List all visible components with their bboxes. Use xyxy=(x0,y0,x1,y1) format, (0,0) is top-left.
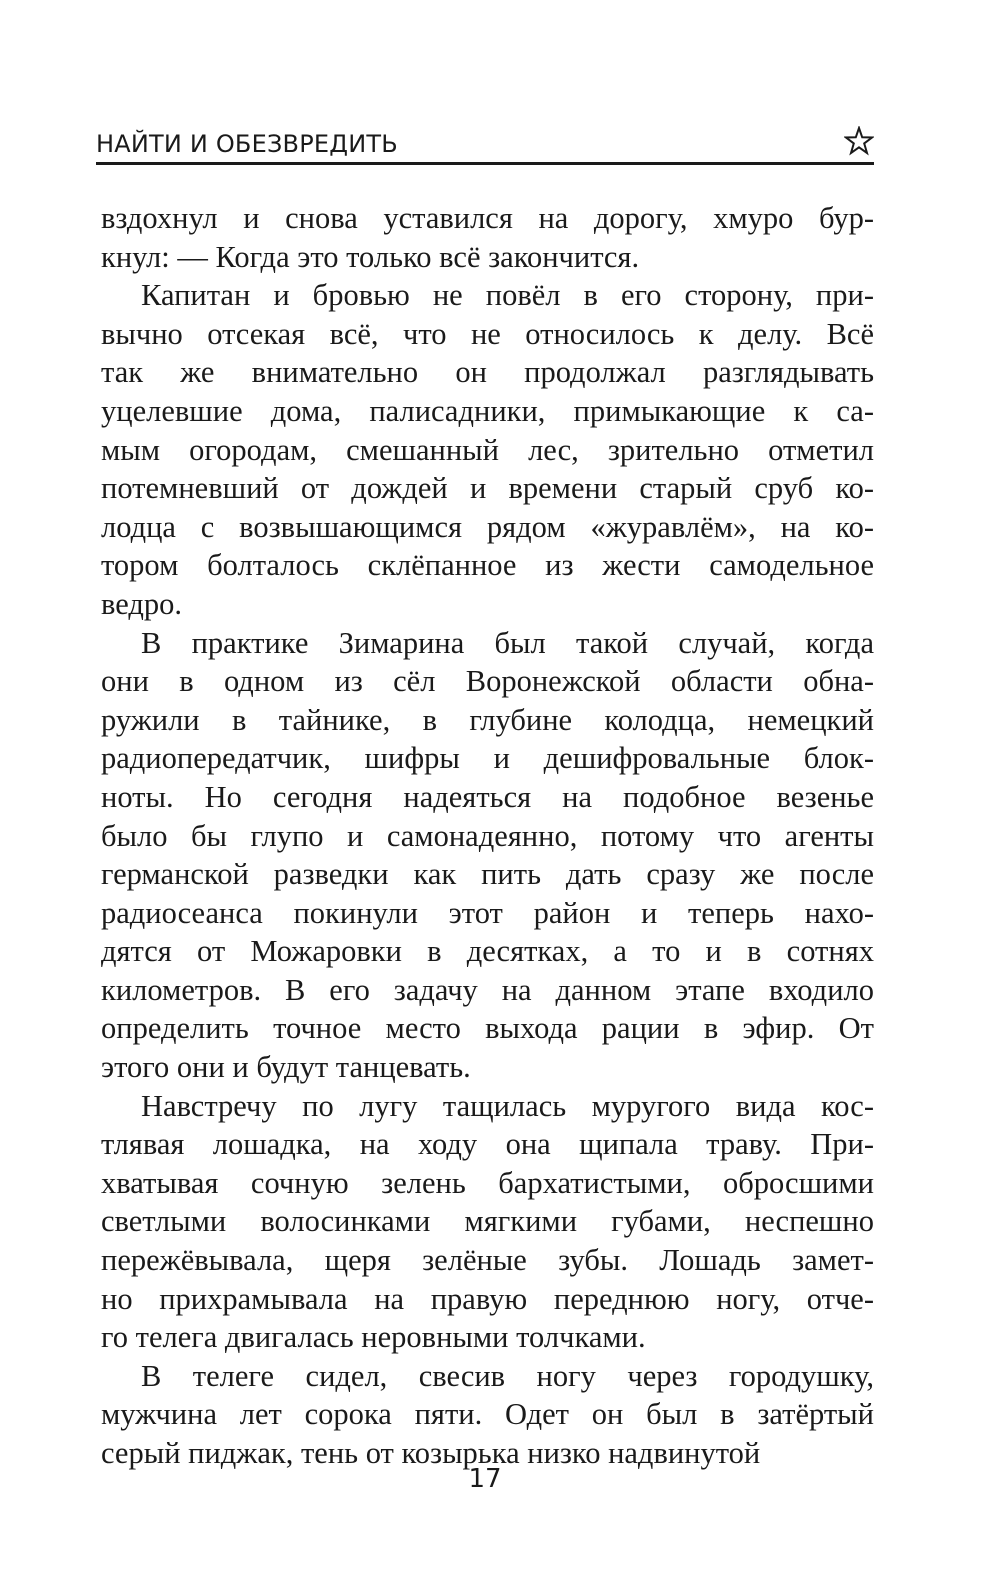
paragraph xyxy=(101,1357,874,1473)
text-line: Капитан и бровью не повёл в его сторону, при- xyxy=(141,278,874,313)
running-head xyxy=(96,126,874,166)
text-line: тлявая лошадка, на ходу она щипала траву. При- xyxy=(101,1127,874,1162)
header-rule xyxy=(96,162,874,165)
text-line: ноты. Но сегодня надеяться на подобное везенье xyxy=(101,779,874,814)
paragraph xyxy=(101,276,874,623)
paragraph xyxy=(101,199,874,276)
page-number: 17 xyxy=(468,1464,502,1494)
text-line: хватывая сочную зелень бархатистыми, обросшими xyxy=(101,1165,874,1200)
paragraph xyxy=(101,624,874,1087)
text-line: серый пиджак, тень от козырька низко надвинутой xyxy=(101,1436,761,1470)
text-line: светлыми волосинками мягкими губами, неспешно xyxy=(101,1204,874,1239)
text-line: километров. В его задачу на данном этапе входило xyxy=(101,972,874,1007)
body-text xyxy=(101,199,874,1473)
star-icon xyxy=(844,126,874,156)
text-line: определить точное место выхода рации в эфир. От xyxy=(101,1011,874,1046)
text-line: вздохнул и снова уставился на дорогу, хмуро бур- xyxy=(101,201,874,235)
text-line: вычно отсекая всё, что не относилось к делу. Всё xyxy=(101,316,874,351)
text-line: го телега двигалась неровными толчками. xyxy=(101,1320,646,1355)
text-line: радиосеанса покинули этот район и теперь нахо- xyxy=(101,895,874,930)
text-line: так же внимательно он продолжал разглядывать xyxy=(101,355,874,390)
text-line: ведро. xyxy=(101,586,183,621)
text-line: В телеге сидел, свесив ногу через городушку, xyxy=(141,1358,874,1393)
text-line: ружили в тайнике, в глубине колодца, немецкий xyxy=(101,702,874,737)
text-line: мым огородам, смешанный лес, зрительно отметил xyxy=(101,432,874,467)
paragraph xyxy=(101,1087,874,1357)
running-title: НАЙТИ И ОБЕЗВРЕДИТЬ xyxy=(96,130,398,158)
text-line: мужчина лет сорока пяти. Одет он был в затёртый xyxy=(101,1397,874,1432)
text-line: Навстречу по лугу тащилась муругого вида кос- xyxy=(141,1088,874,1123)
text-line: тором болталось склёпанное из жести самодельное xyxy=(101,548,874,583)
text-line: германской разведки как пить дать сразу же после xyxy=(101,857,874,892)
text-line: лодца с возвышающимся рядом «журавлём», на ко- xyxy=(101,509,874,544)
text-line: они в одном из сёл Воронежской области обна- xyxy=(101,664,874,699)
text-line: кнул: — Когда это только всё закончится. xyxy=(101,239,640,274)
text-line: уцелевшие дома, палисадники, примыкающие к са- xyxy=(101,393,874,428)
text-line: пережёвывала, щеря зелёные зубы. Лошадь замет- xyxy=(101,1243,874,1278)
text-line: дятся от Можаровки в десятках, а то и в сотнях xyxy=(101,934,874,969)
text-line: радиопередатчик, шифры и дешифровальные блок- xyxy=(101,741,874,776)
text-line: этого они и будут танцевать. xyxy=(101,1050,471,1085)
text-line: В практике Зимарина был такой случай, когда xyxy=(141,625,874,660)
text-line: потемневший от дождей и времени старый сруб ко- xyxy=(101,471,874,506)
text-line: было бы глупо и самонадеянно, потому что агенты xyxy=(101,818,874,853)
text-line: но прихрамывала на правую переднюю ногу, отче- xyxy=(101,1281,874,1316)
